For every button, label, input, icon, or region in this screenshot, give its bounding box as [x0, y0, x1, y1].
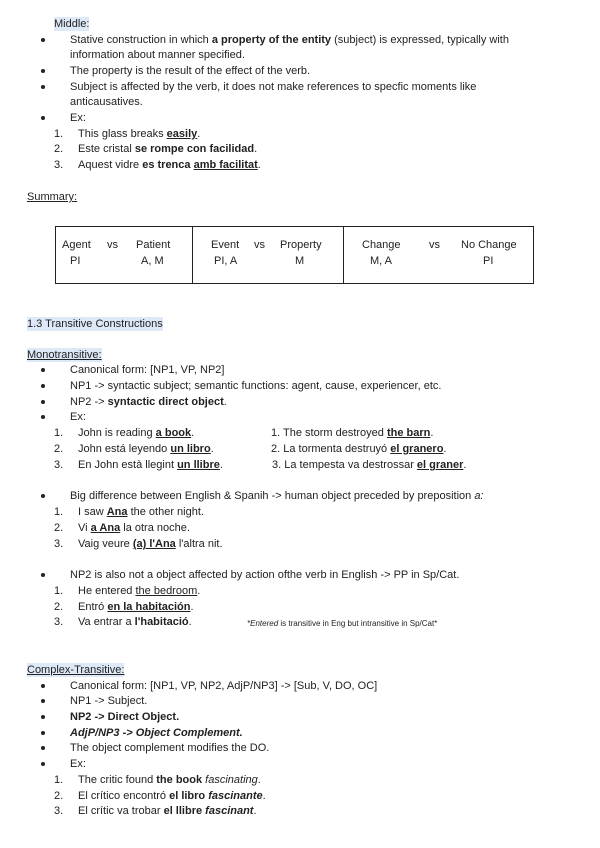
list-item: NP2 is also not a object affected by action ofthe verb in English -> PP in Sp/Cat. — [70, 569, 460, 581]
example-text: Vaig veure (a) l'Ana l'altra nit. — [78, 538, 223, 550]
example-text: Aquest vidre es trenca amb facilitat. — [78, 159, 261, 171]
list-item: Ex: — [70, 112, 86, 124]
list-item: The object complement modifies the DO. — [70, 742, 270, 754]
summary-value: PI — [483, 255, 494, 267]
list-item: The property is the result of the effect of the verb. — [70, 65, 311, 77]
summary-value: PI — [70, 255, 81, 267]
example-number: 3. — [54, 459, 64, 471]
list-item: AdjP/NP3 -> Object Complement. — [70, 727, 243, 739]
example-number: 2. — [54, 790, 64, 802]
example-number: 1. — [54, 585, 64, 597]
example-text: En John està llegint un llibre. — [78, 459, 223, 471]
bullet-dot — [41, 368, 45, 372]
bullet-dot — [41, 400, 45, 404]
monotransitive-heading: Monotransitive: — [27, 349, 102, 361]
summary-term: Agent — [62, 239, 91, 251]
bullet-dot — [41, 573, 45, 577]
summary-value: A, M — [141, 255, 164, 267]
list-item: Subject is affected by the verb, it does not make references to specfic moments like — [70, 81, 477, 93]
example-number: 2. — [54, 143, 64, 155]
example-number: 2. — [54, 522, 64, 534]
example-number: 1. — [54, 774, 64, 786]
example-text: He entered the bedroom. — [78, 585, 201, 597]
bullet-dot — [41, 715, 45, 719]
example-text: El crítico encontró el libro fascinante. — [78, 790, 266, 802]
example-number: 2. — [54, 443, 64, 455]
example-text: Este cristal se rompe con facilidad. — [78, 143, 258, 155]
bullet-dot — [41, 762, 45, 766]
bullet-dot — [41, 731, 45, 735]
bullet-dot — [41, 699, 45, 703]
summary-term: No Change — [461, 239, 517, 251]
list-item: NP2 -> Direct Object. — [70, 711, 180, 723]
example-number: 1. — [54, 427, 64, 439]
footnote: *Entered is transitive in Eng but intransitive in Sp/Cat* — [247, 619, 438, 628]
summary-vs: vs — [429, 239, 440, 251]
summary-value: M, A — [370, 255, 393, 267]
bullet-dot — [41, 116, 45, 120]
summary-term: Change — [362, 239, 401, 251]
bullet-dot — [41, 85, 45, 89]
example-number: 1. — [54, 506, 64, 518]
list-item: Canonical form: [NP1, VP, NP2] — [70, 364, 225, 376]
example-text: Va entrar a l'habitació. — [78, 616, 192, 628]
summary-vs: vs — [107, 239, 118, 251]
summary-table — [55, 226, 534, 284]
example-text-right: 3. La tempesta va destrossar el graner. — [272, 459, 467, 471]
bullet-dot — [41, 746, 45, 750]
bullet-dot — [41, 69, 45, 73]
example-text: The critic found the book fascinating. — [78, 774, 261, 786]
example-text: This glass breaks easily. — [78, 128, 201, 140]
bullet-dot — [41, 684, 45, 688]
example-text: El crític va trobar el llibre fascinant. — [78, 805, 257, 817]
example-text: John is reading a book. — [78, 427, 195, 439]
example-number: 1. — [54, 128, 64, 140]
list-item-continuation: anticausatives. — [70, 96, 143, 108]
example-number: 3. — [54, 159, 64, 171]
list-item: Stative construction in which a property of the entity (subject) is expressed, typically with — [70, 34, 509, 46]
summary-term: Property — [280, 239, 322, 251]
example-text-right: 1. The storm destroyed the barn. — [271, 427, 434, 439]
list-item: Canonical form: [NP1, VP, NP2, AdjP/NP3] -> [Sub, V, DO, OC] — [70, 680, 378, 692]
example-text: I saw Ana the other night. — [78, 506, 204, 518]
section-title: 1.3 Transitive Constructions — [27, 318, 163, 330]
summary-term: Event — [211, 239, 240, 251]
list-item: NP1 -> syntactic subject; semantic functions: agent, cause, experiencer, etc. — [70, 380, 442, 392]
bullet-dot — [41, 415, 45, 419]
example-text: Vi a Ana la otra noche. — [78, 522, 190, 534]
summary-vs: vs — [254, 239, 265, 251]
example-text-right: 2. La tormenta destruyó el granero. — [271, 443, 447, 455]
summary-value: PI, A — [214, 255, 238, 267]
summary-heading: Summary: — [27, 191, 78, 203]
list-item: NP1 -> Subject. — [70, 695, 148, 707]
bullet-dot — [41, 494, 45, 498]
list-item: Ex: — [70, 758, 86, 770]
example-text: Entró en la habitación. — [78, 601, 194, 613]
summary-value: M — [295, 255, 305, 267]
list-item: Ex: — [70, 411, 86, 423]
example-number: 3. — [54, 616, 64, 628]
complex-transitive-heading: Complex-Transitive: — [27, 664, 125, 676]
list-item: Big difference between English & Spanih -> human object preceded by preposition a: — [70, 490, 484, 502]
middle-heading: Middle: — [54, 18, 90, 30]
bullet-dot — [41, 38, 45, 42]
example-text: John está leyendo un libro. — [78, 443, 214, 455]
example-number: 2. — [54, 601, 64, 613]
example-number: 3. — [54, 805, 64, 817]
example-number: 3. — [54, 538, 64, 550]
bullet-dot — [41, 384, 45, 388]
summary-term: Patient — [136, 239, 171, 251]
list-item: NP2 -> syntactic direct object. — [70, 396, 227, 408]
list-item-continuation: information about manner specified. — [70, 49, 245, 61]
